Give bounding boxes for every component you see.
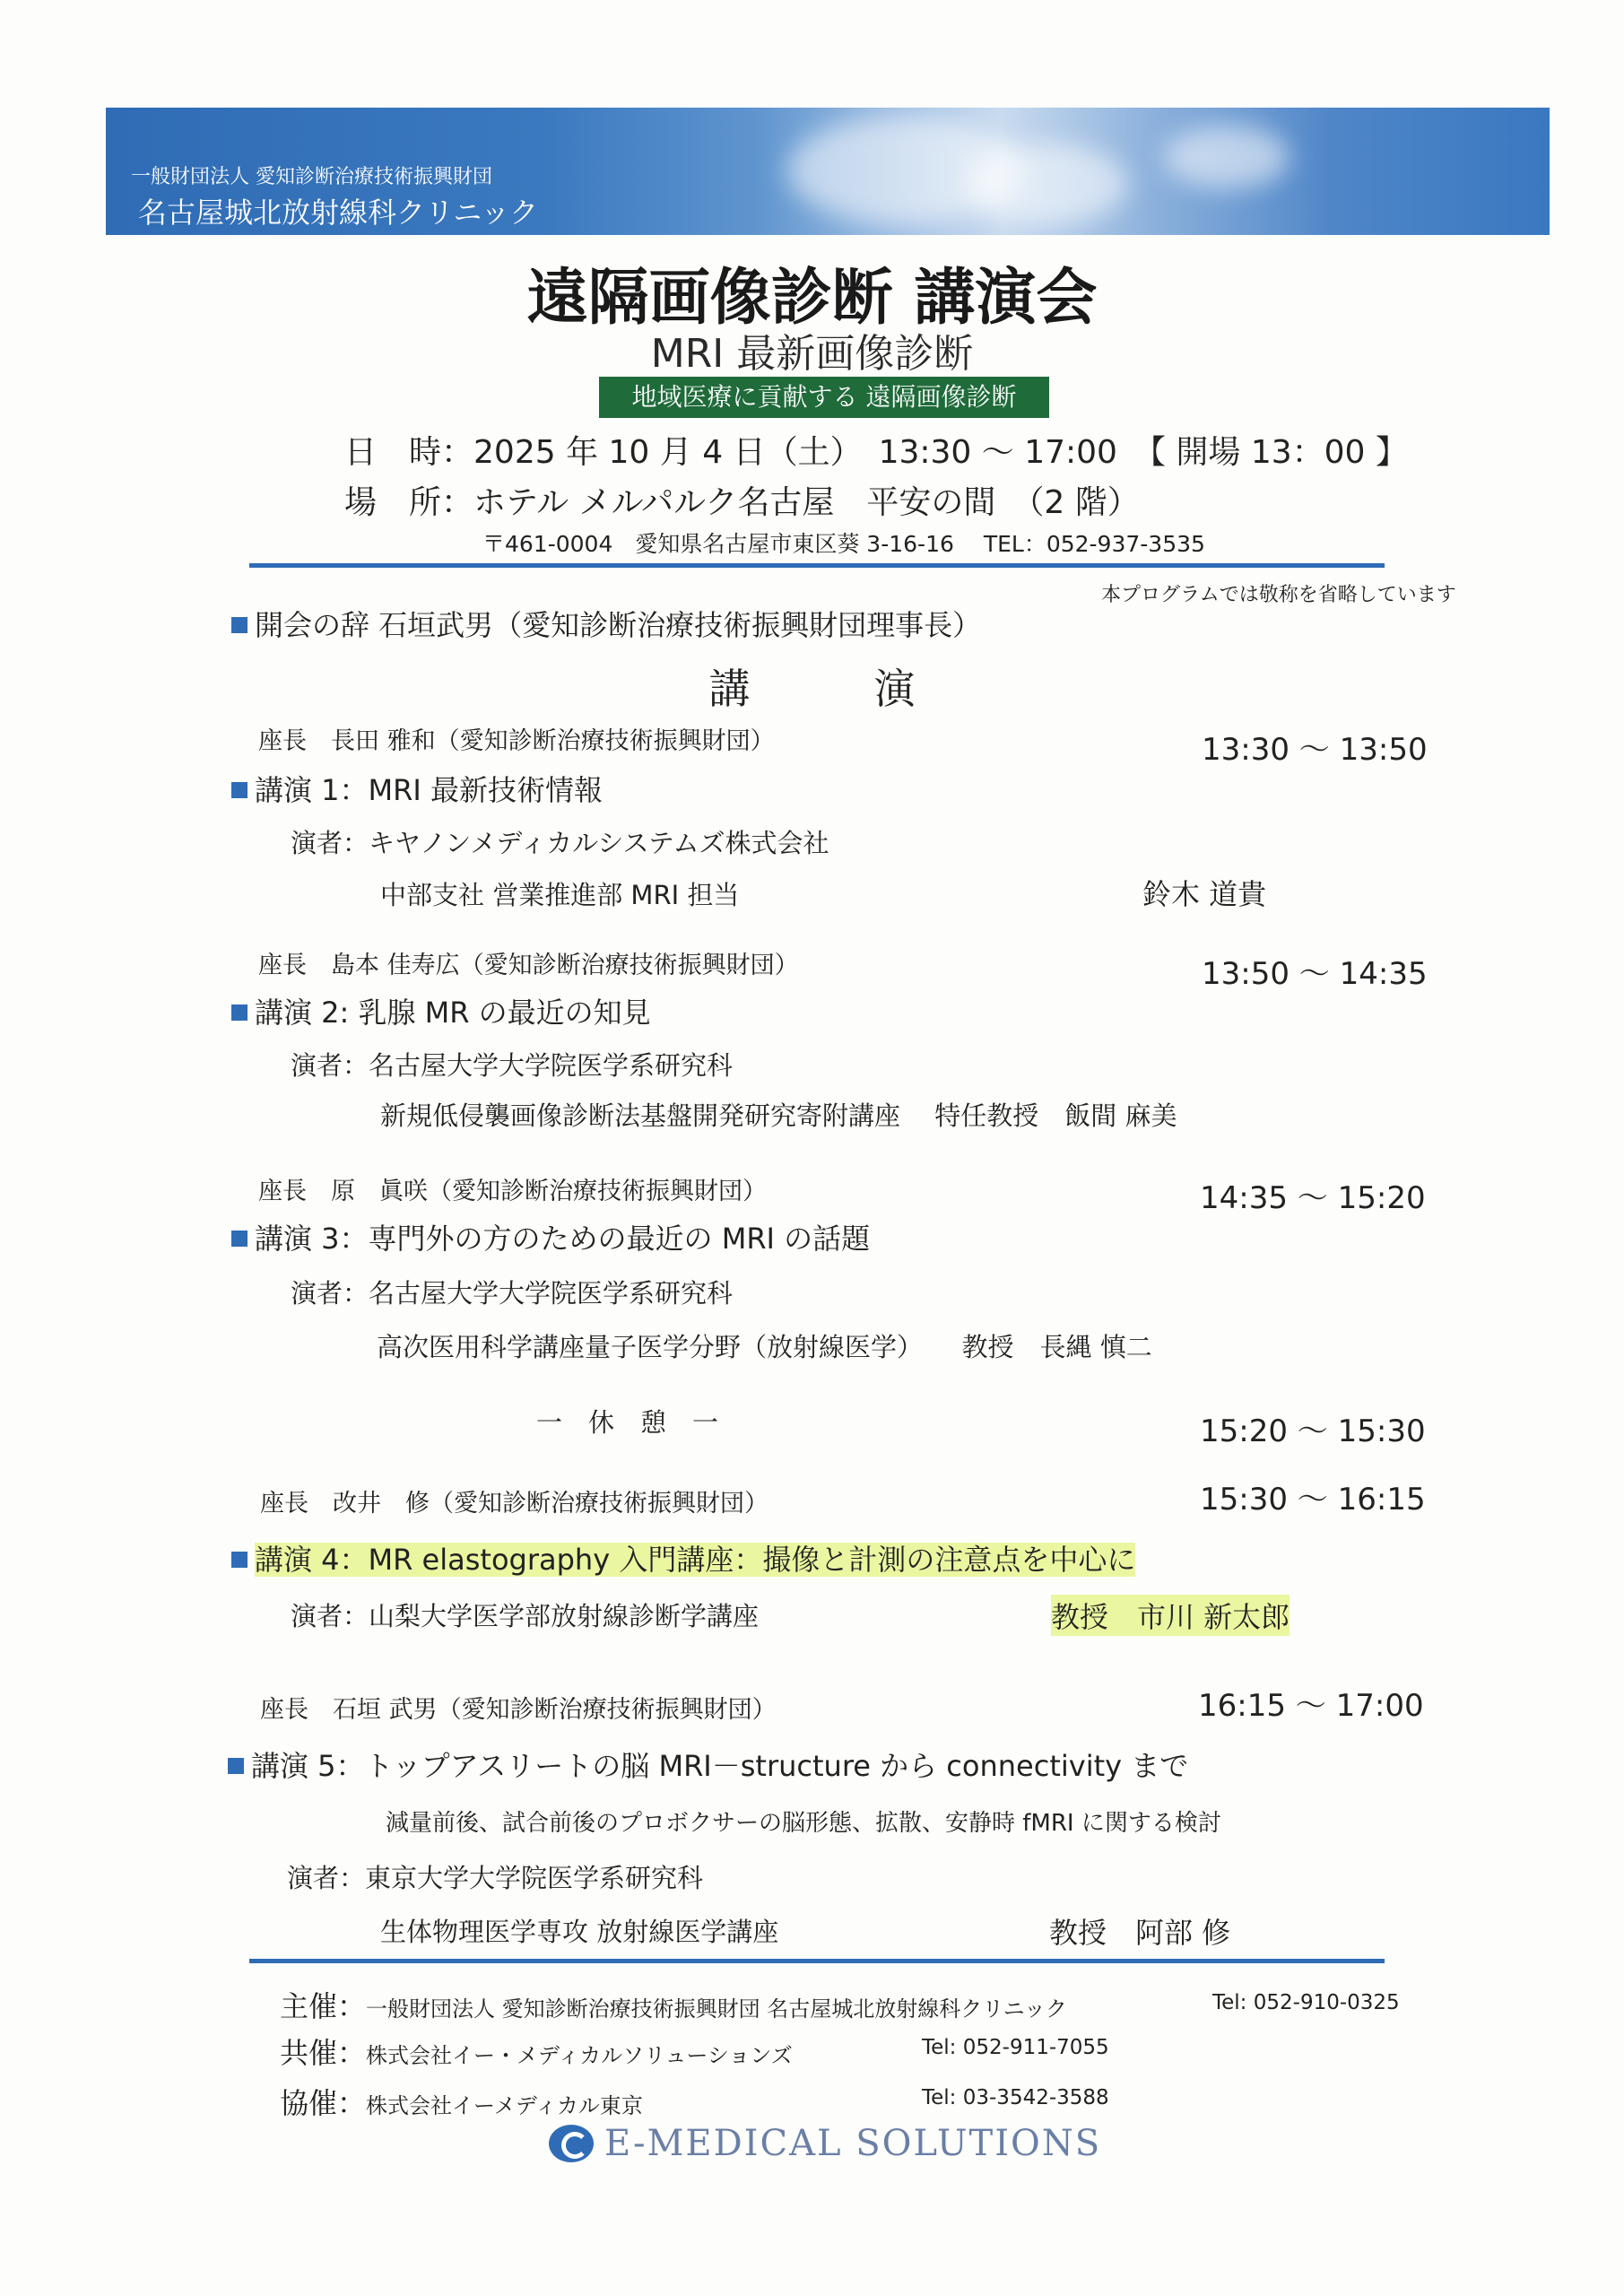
- divider-bottom: [249, 1959, 1385, 1963]
- lecture1-time: 13:30 ～ 13:50: [1202, 732, 1428, 768]
- lecture5-speaker: 演者：東京大学大学院医学系研究科: [287, 1863, 704, 1893]
- lecture3-speaker: 演者：名古屋大学大学院医学系研究科: [291, 1278, 734, 1309]
- lecture4-chair: 座長 改井 修（愛知診断治療技術振興財団）: [260, 1490, 769, 1518]
- lecture5-affiliation: 生体物理医学専攻 放射線医学講座: [380, 1917, 779, 1947]
- bullet-square-icon: [231, 1004, 248, 1021]
- banner-org: 一般財団法人 愛知診断治療技術振興財団: [131, 166, 492, 188]
- break-label: 一 休 憩 一: [536, 1407, 719, 1438]
- lecture2-title: 講演 2: 乳腺 MR の最近の知見: [231, 990, 651, 1031]
- lecture2-affiliation: 新規低侵襲画像診断法基盤開発研究寄附講座 特任教授 飯間 麻美: [380, 1100, 1177, 1131]
- break-time: 15:20 ～ 15:30: [1200, 1413, 1426, 1449]
- date-label: 日 時：: [344, 434, 474, 471]
- sponsor-support-tel: Tel: 03-3542-3588: [922, 2086, 1109, 2109]
- sponsor-support: 協催：株式会社イーメディカル東京: [280, 2086, 643, 2120]
- sponsor-cohost: 共催：株式会社イー・メディカルソリューションズ: [280, 2036, 793, 2070]
- date-value: 2025 年 10 月 4 日（土） 13:30 ～ 17:00 【 開場 13：00 】: [473, 434, 1408, 471]
- banner-clinic: 名古屋城北放射線科クリニック: [138, 196, 539, 230]
- page-subtitle: MRI 最新画像診断: [650, 331, 974, 377]
- lecture1-name: 鈴木 道貴: [1142, 877, 1267, 911]
- section-heading: 講 演: [708, 665, 916, 713]
- page-title: 遠隔画像診断 講演会: [526, 263, 1098, 334]
- place-row: [344, 477, 1140, 523]
- lecture5-name: 教授 阿部 修: [1049, 1916, 1231, 1950]
- lecture1-title: 講演 1：MRI 最新技術情報: [231, 768, 603, 809]
- honorific-note: 本プログラムでは敬称を省略しています: [1101, 584, 1456, 606]
- header-banner: [106, 108, 1550, 235]
- bullet-square-icon: [231, 1231, 248, 1247]
- lecture5-title: 講演 5：トップアスリートの脳 MRI－structure から connectivity まで: [228, 1744, 1188, 1785]
- lecture3-affiliation: 高次医用科学講座量子医学分野（放射線医学） 教授 長縄 慎二: [377, 1332, 1152, 1362]
- lecture4-time: 15:30 ～ 16:15: [1200, 1482, 1426, 1518]
- lecture4-name: 教授 市川 新太郎: [1051, 1595, 1290, 1636]
- date-row: [344, 427, 1408, 473]
- place-value: ホテル メルパルク名古屋 平安の間 （2 階）: [473, 484, 1140, 521]
- bullet-square-icon: [228, 1758, 244, 1774]
- sponsor-organizer: 主催：一般財団法人 愛知診断治療技術振興財団 名古屋城北放射線科クリニック: [280, 1989, 1067, 2023]
- lecture3-title: 講演 3：専門外の方のための最近の MRI の話題: [231, 1216, 870, 1257]
- lecture1-affiliation: 中部支社 営業推進部 MRI 担当: [380, 880, 740, 910]
- lecture4-speaker: 演者：山梨大学医学部放射線診断学講座: [291, 1601, 760, 1631]
- tagline-badge: 地域医療に貢献する 遠隔画像診断: [599, 377, 1049, 418]
- address: 〒461-0004 愛知県名古屋市東区葵 3-16-16 TEL：052-937-3535: [482, 531, 1205, 557]
- bullet-square-icon: [231, 782, 248, 798]
- lecture2-speaker: 演者：名古屋大学大学院医学系研究科: [291, 1050, 734, 1081]
- sponsor-organizer-tel: Tel: 052-910-0325: [1212, 1991, 1400, 2014]
- lecture2-time: 13:50 ～ 14:35: [1202, 956, 1428, 992]
- lecture1-chair: 座長 長田 雅和（愛知診断治療技術振興財団）: [258, 727, 775, 755]
- lecture5-time: 16:15 ～ 17:00: [1198, 1688, 1424, 1724]
- place-label: 場 所：: [344, 484, 474, 521]
- lecture5-chair: 座長 石垣 武男（愛知診断治療技術振興財団）: [260, 1696, 777, 1724]
- lecture2-chair: 座長 島本 佳寿広（愛知診断治療技術振興財団）: [258, 952, 799, 979]
- e-logo-icon: [549, 2125, 594, 2162]
- divider-top: [249, 563, 1385, 568]
- opening-remarks: 開会の辞 石垣武男（愛知診断治療技術振興財団理事長）: [231, 603, 981, 644]
- bullet-square-icon: [231, 1552, 248, 1568]
- lecture5-subtitle: 減量前後、試合前後のプロボクサーの脳形態、拡散、安静時 fMRI に関する検討: [386, 1810, 1221, 1837]
- sponsor-cohost-tel: Tel: 052-911-7055: [922, 2036, 1109, 2059]
- logo-text: E-MEDICAL SOLUTIONS: [604, 2123, 1102, 2164]
- lecture4-title: 講演 4：MR elastography 入門講座：撮像と計測の注意点を中心に: [231, 1537, 1135, 1578]
- lecture3-time: 14:35 ～ 15:20: [1200, 1180, 1426, 1216]
- lecture3-chair: 座長 原 眞咲（愛知診断治療技術振興財団）: [258, 1178, 767, 1205]
- lecture1-speaker: 演者：キヤノンメディカルシステムズ株式会社: [291, 828, 829, 858]
- bullet-square-icon: [231, 617, 248, 633]
